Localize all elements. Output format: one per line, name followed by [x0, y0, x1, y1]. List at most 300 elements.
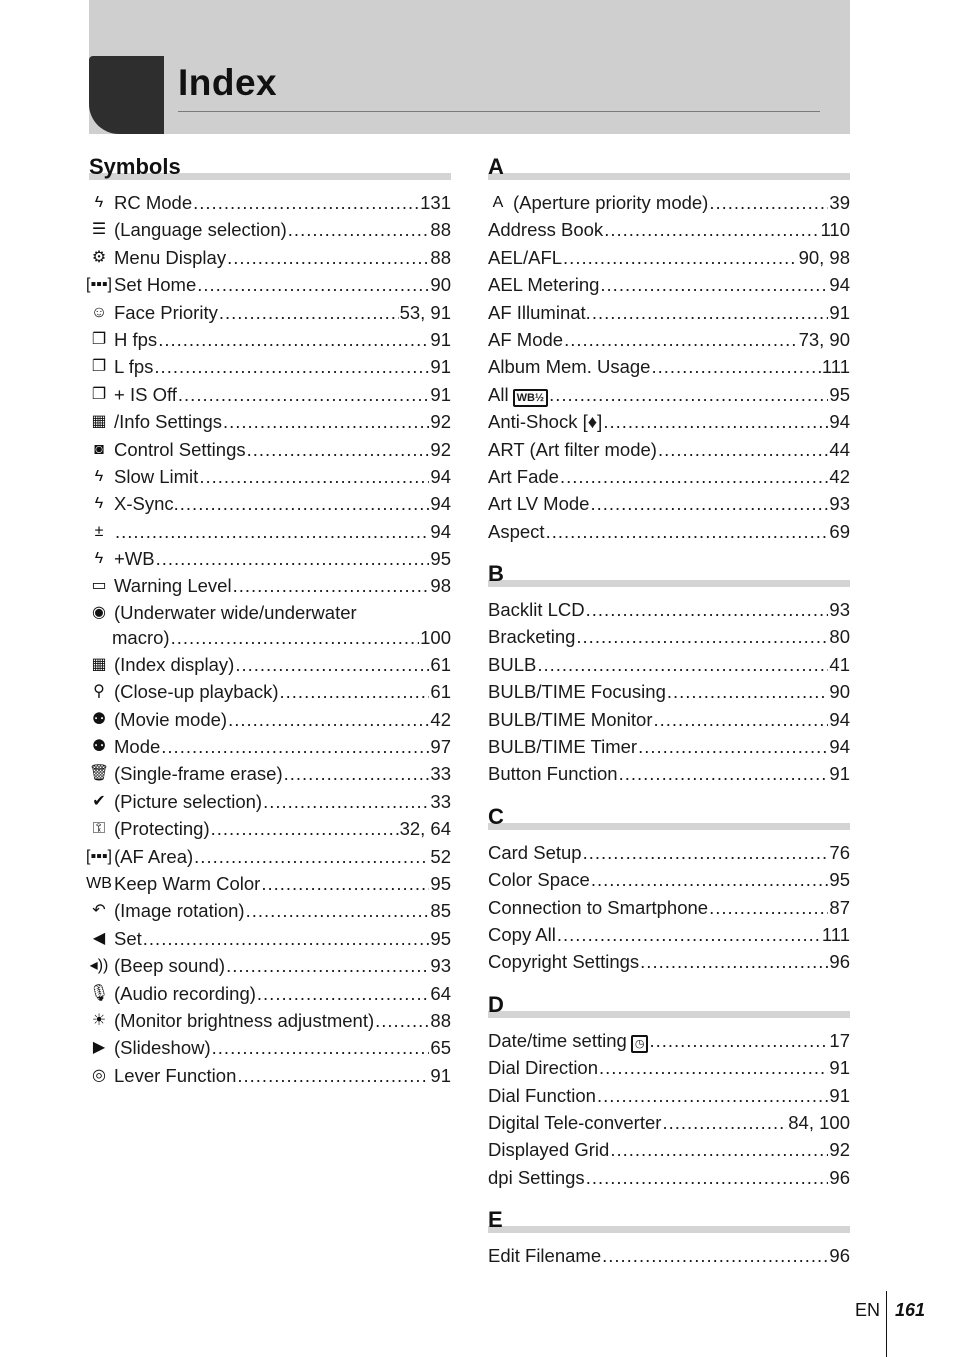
dot-leader	[651, 353, 820, 380]
movie-icon: ⚉	[91, 710, 107, 728]
entry-page: 90, 98	[798, 246, 850, 268]
index-entry	[89, 733, 451, 760]
index-entry	[86, 870, 451, 897]
entry-line	[89, 625, 451, 651]
dot-leader	[599, 1054, 828, 1081]
entry-label: BULB/TIME Focusing	[488, 681, 666, 703]
entry-label: X-Sync.	[114, 493, 179, 515]
entry-page: 92	[430, 411, 451, 433]
section-gap	[488, 1191, 850, 1205]
entry-label: RC Mode	[114, 192, 193, 213]
key-icon: ⚿	[92, 820, 106, 838]
index-entry	[488, 299, 850, 326]
dot-leader	[586, 596, 829, 623]
monitor-brightness-icon: ☀	[91, 1011, 107, 1029]
magnify-icon: ⚲	[93, 683, 105, 701]
dot-leader	[563, 244, 798, 271]
wb-auto-icon: WB	[86, 874, 112, 892]
entry-page: 96	[829, 1166, 850, 1188]
dot-leader	[667, 678, 829, 705]
section-title: D	[488, 991, 504, 1017]
entry-page: 52	[430, 845, 451, 867]
section-title: A	[488, 154, 504, 179]
index-entry	[488, 921, 850, 948]
entry-page: 76	[829, 841, 850, 863]
footer-language: EN	[855, 1300, 881, 1320]
entry-page: 85	[430, 900, 451, 922]
index-info-icon: ▦	[91, 413, 107, 431]
index-entry	[488, 706, 850, 733]
dot-leader	[247, 436, 430, 463]
dot-leader	[375, 1007, 429, 1034]
section-title: Symbols	[89, 154, 181, 179]
dot-leader	[638, 733, 828, 760]
flash-wb-icon: ϟ	[94, 550, 104, 568]
entry-page: 111	[821, 923, 850, 945]
beep-icon: ◂))	[89, 957, 109, 975]
entry-label: Address Book	[488, 219, 604, 241]
dot-leader	[603, 408, 828, 435]
entry-label: Control Settings	[114, 438, 246, 460]
index-entry	[89, 545, 451, 572]
dot-leader	[219, 299, 399, 326]
language-selection-icon: ☰	[91, 221, 107, 239]
dot-leader	[640, 948, 828, 975]
dot-leader	[154, 353, 429, 380]
section-title: C	[488, 803, 504, 829]
entry-label: All	[488, 383, 509, 405]
dot-leader	[592, 299, 829, 326]
entry-label: Edit Filename	[488, 1245, 602, 1267]
page-number: 161	[895, 1300, 926, 1320]
face-priority-icon: ☺	[90, 303, 108, 321]
index-entry	[89, 788, 451, 815]
section-gap	[488, 976, 850, 990]
index-entry	[488, 1136, 850, 1163]
index-entry	[89, 326, 451, 353]
section-bar	[488, 580, 850, 587]
entry-page: 73, 90	[798, 328, 850, 350]
entry-page: 84, 100	[788, 1111, 850, 1133]
index-entry	[488, 733, 850, 760]
index-entry	[89, 490, 451, 517]
entry-page: 95	[829, 383, 850, 405]
index-entry	[89, 1007, 451, 1034]
entry-page: 33	[430, 763, 451, 785]
index-entry	[89, 518, 451, 545]
dot-leader	[161, 733, 429, 760]
lever-icon: ◎	[92, 1066, 106, 1084]
wb-badge-icon: WB½	[513, 389, 549, 407]
index-entry	[89, 925, 451, 952]
dot-leader	[654, 706, 829, 733]
sequential-high-icon: ❐	[91, 330, 107, 348]
entry-label: Face Priority	[114, 301, 218, 323]
entry-label: Displayed Grid	[488, 1139, 610, 1161]
section-gap	[488, 545, 850, 559]
entry-page: 95	[430, 548, 451, 570]
index-entry	[89, 381, 451, 408]
flash-icon: ϟ	[94, 467, 104, 485]
dot-leader	[211, 815, 399, 842]
index-entry	[89, 572, 451, 599]
entry-label: Bracketing	[488, 626, 576, 648]
entry-page: 94	[430, 465, 451, 487]
dot-leader	[226, 952, 429, 979]
section-title: E	[488, 1207, 503, 1233]
section-a	[488, 152, 850, 545]
entry-label: Slow Limit	[114, 465, 199, 487]
entry-page: 41	[829, 653, 850, 675]
symbols-list	[86, 189, 451, 1089]
index-entry	[488, 651, 850, 678]
index-entry	[488, 463, 850, 490]
entry-label: (Monitor brightness adjustment)	[114, 1009, 375, 1031]
entry-label: Copyright Settings	[488, 951, 640, 973]
entry-page: 92	[430, 438, 451, 460]
entry-label: Card Setup	[488, 841, 582, 863]
rotate-icon: ↶	[92, 902, 106, 920]
dot-leader	[237, 1062, 429, 1089]
entry-label: (Single-frame erase)	[114, 763, 283, 785]
dot-leader	[115, 518, 429, 545]
entry-page: 95	[430, 927, 451, 949]
dot-leader	[263, 788, 429, 815]
index-entry	[89, 408, 451, 435]
index-entry	[488, 381, 850, 408]
header-tab	[89, 56, 164, 134]
index-entry	[488, 1054, 850, 1081]
dot-leader	[600, 271, 828, 298]
dot-leader	[709, 894, 828, 921]
dot-leader	[178, 381, 430, 408]
entry-page: 95	[829, 869, 850, 891]
dot-leader	[284, 760, 430, 787]
dot-leader	[280, 678, 430, 705]
entry-page: 94	[829, 736, 850, 758]
dot-leader	[235, 651, 429, 678]
entry-page: 110	[820, 219, 850, 241]
footer-rule	[886, 1291, 887, 1357]
entry-label: Art Fade	[488, 465, 559, 487]
index-entry	[488, 1164, 850, 1191]
entry-label: (Language selection)	[114, 219, 287, 241]
index-entry	[488, 408, 850, 435]
entry-list	[488, 189, 850, 545]
index-entry	[86, 271, 451, 298]
entry-page: 92	[829, 1139, 850, 1161]
section-header	[488, 152, 850, 182]
entry-page: 88	[430, 219, 451, 241]
index-entry	[488, 1027, 850, 1054]
entry-label: Dial Function	[488, 1084, 596, 1106]
entry-page: 39	[829, 192, 850, 213]
entry-label: Menu Display	[114, 246, 227, 268]
entry-list	[488, 596, 850, 788]
left-column	[86, 152, 451, 1089]
dot-leader	[156, 545, 430, 572]
entry-label: Set	[114, 927, 142, 949]
entry-page: 93	[430, 955, 451, 977]
index-entry	[89, 244, 451, 271]
entry-page: 91	[829, 301, 850, 323]
entry-page: 44	[829, 438, 850, 460]
flash-compensation-icon: ±	[94, 522, 104, 540]
check-icon: ✔	[92, 792, 106, 810]
trash-icon: 🗑	[88, 765, 110, 783]
index-entry	[488, 353, 850, 380]
entry-label: (Audio recording)	[114, 982, 256, 1004]
dot-leader	[649, 1027, 828, 1054]
entry-label: macro)	[112, 626, 170, 648]
entry-label: (Slideshow)	[114, 1037, 211, 1059]
entry-page: 96	[829, 1245, 850, 1267]
entry-label: Dial Direction	[488, 1057, 599, 1079]
entry-label: Anti-Shock [♦]	[488, 411, 603, 433]
index-entry	[488, 596, 850, 623]
section-d	[488, 976, 850, 1191]
dot-leader	[576, 623, 828, 650]
entry-page: 94	[430, 493, 451, 515]
dot-leader	[233, 572, 430, 599]
entry-page: 91	[829, 763, 850, 785]
index-entry	[89, 189, 451, 216]
entry-page: 32, 64	[399, 818, 451, 840]
entry-page: 88	[430, 1009, 451, 1031]
section-e	[488, 1191, 850, 1269]
entry-page: 94	[829, 274, 850, 296]
sequential-low-icon: ❐	[91, 358, 107, 376]
entry-page: 98	[430, 575, 451, 597]
index-entry	[89, 436, 451, 463]
dot-leader	[246, 897, 430, 924]
entry-label: BULB	[488, 653, 537, 675]
dot-leader	[171, 625, 420, 651]
index-display-icon: ▦	[91, 655, 107, 673]
dot-leader	[560, 463, 828, 490]
entry-line	[89, 600, 451, 625]
dot-leader	[602, 1242, 828, 1269]
index-entry	[488, 326, 850, 353]
dot-leader	[564, 326, 798, 353]
index-entry	[488, 189, 850, 216]
index-entry	[89, 463, 451, 490]
entry-label: ART (Art filter mode)	[488, 438, 657, 460]
dot-leader	[586, 1164, 829, 1191]
index-entry	[89, 815, 451, 842]
dot-leader	[583, 839, 829, 866]
section-header	[488, 990, 850, 1020]
index-entry	[86, 843, 451, 870]
index-entry	[488, 866, 850, 893]
entry-label: /Info Settings	[114, 411, 222, 433]
sequential-is-icon: ❐	[91, 385, 107, 403]
entry-list	[488, 1242, 850, 1269]
index-entry	[488, 436, 850, 463]
entry-page: 94	[430, 520, 451, 542]
entry-page: 61	[430, 653, 451, 675]
entry-page: 91	[430, 383, 451, 405]
entry-page: 97	[430, 736, 451, 758]
index-entry	[89, 706, 451, 733]
entry-page: 93	[829, 493, 850, 515]
index-entry	[488, 518, 850, 545]
dot-leader	[261, 870, 429, 897]
dot-leader	[288, 216, 430, 243]
battery-icon: ▭	[91, 577, 107, 595]
entry-label: + IS Off	[114, 383, 177, 405]
entry-label: AEL Metering	[488, 274, 600, 296]
entry-page: 96	[829, 951, 850, 973]
index-entry	[89, 1062, 451, 1089]
entry-page: 65	[430, 1037, 451, 1059]
index-entry	[89, 980, 451, 1007]
entry-page: 53, 91	[399, 301, 451, 323]
entry-label: (Picture selection)	[114, 790, 263, 812]
index-entry	[488, 678, 850, 705]
entry-label: Album Mem. Usage	[488, 356, 651, 378]
entry-label: BULB/TIME Timer	[488, 736, 638, 758]
entry-label: Backlit LCD	[488, 599, 585, 621]
dot-leader	[557, 921, 821, 948]
entry-page: 111	[821, 356, 850, 378]
index-entry	[488, 1242, 850, 1269]
dot-leader	[619, 760, 829, 787]
entry-label: BULB/TIME Monitor	[488, 708, 653, 730]
flash-icon: ϟ	[94, 495, 104, 513]
index-entry	[488, 244, 850, 271]
entry-label: (Beep sound)	[114, 955, 226, 977]
dot-leader	[604, 216, 819, 243]
index-entry	[89, 897, 451, 924]
entry-page: 95	[430, 872, 451, 894]
entry-page: 91	[829, 1084, 850, 1106]
entry-page: 80	[829, 626, 850, 648]
index-entry	[89, 353, 451, 380]
entry-label: Set Home	[114, 274, 197, 296]
index-entry	[488, 490, 850, 517]
dot-leader	[194, 843, 429, 870]
section-header	[89, 152, 451, 182]
dot-leader	[597, 1082, 828, 1109]
entry-label: AF Illuminat.	[488, 301, 591, 323]
index-entry	[488, 894, 850, 921]
clock-icon: ◷	[631, 1035, 649, 1053]
dot-leader	[549, 381, 828, 408]
index-entry	[488, 271, 850, 298]
entry-label: (Underwater wide/underwater	[114, 601, 357, 623]
dot-leader	[590, 490, 828, 517]
entry-label: Warning Level	[114, 575, 232, 597]
index-entry	[488, 948, 850, 975]
entry-label: L fps	[114, 356, 154, 378]
entry-page: 94	[829, 411, 850, 433]
entry-page: 87	[829, 896, 850, 918]
entry-label: Art LV Mode	[488, 493, 590, 515]
entry-page: 131	[420, 192, 451, 213]
section-b	[488, 545, 850, 788]
entry-label: (AF Area)	[114, 845, 194, 867]
section-symbols	[86, 152, 451, 1089]
index-entry	[488, 216, 850, 243]
entry-page: 88	[430, 246, 451, 268]
entry-page: 17	[829, 1029, 850, 1051]
index-entry	[89, 760, 451, 787]
entry-label: (Close-up playback)	[114, 681, 279, 703]
dot-leader	[546, 518, 829, 545]
entry-page: 91	[430, 328, 451, 350]
entry-label: Keep Warm Color	[114, 872, 261, 894]
entry-page: 90	[430, 274, 451, 296]
aperture-mode-icon: A	[492, 193, 504, 211]
section-gap	[488, 788, 850, 802]
index-entry	[488, 760, 850, 787]
entry-page: 61	[430, 681, 451, 703]
dot-leader	[537, 651, 828, 678]
entry-label: Mode	[114, 736, 161, 758]
entry-label: (Index display)	[114, 653, 235, 675]
entry-label: (Movie mode)	[114, 708, 228, 730]
entry-label: Digital Tele-converter	[488, 1111, 662, 1133]
dot-leader	[143, 925, 430, 952]
entry-label: AF Mode	[488, 328, 564, 350]
entry-page: 64	[430, 982, 451, 1004]
dot-leader	[709, 189, 828, 216]
entry-label: Date/time setting	[488, 1029, 627, 1051]
header-rule	[178, 111, 820, 112]
index-entry	[89, 1034, 451, 1061]
dial-set-icon: ◀	[92, 929, 106, 947]
index-entry	[488, 1109, 850, 1136]
slideshow-icon: ▶	[92, 1039, 106, 1057]
entry-label: +WB	[114, 548, 155, 570]
section-header	[488, 802, 850, 832]
entry-label: H fps	[114, 328, 158, 350]
section-bar	[488, 173, 850, 180]
index-entry	[89, 600, 451, 651]
entry-page: 90	[829, 681, 850, 703]
entry-label: (Image rotation)	[114, 900, 245, 922]
dot-leader	[199, 463, 429, 490]
index-entry	[488, 623, 850, 650]
section-bar	[488, 823, 850, 830]
entry-label: Color Space	[488, 869, 590, 891]
dot-leader	[212, 1034, 430, 1061]
entry-page: 91	[430, 356, 451, 378]
right-column	[488, 152, 850, 1270]
entry-page: 91	[829, 1057, 850, 1079]
entry-label: AEL/AFL	[488, 246, 563, 268]
page-title: Index	[178, 62, 278, 103]
entry-page: 42	[430, 708, 451, 730]
movie-icon: ⚉	[91, 738, 107, 756]
entry-page: 91	[430, 1064, 451, 1086]
index-entry	[488, 839, 850, 866]
dot-leader	[658, 436, 828, 463]
dot-leader	[228, 706, 429, 733]
section-title: B	[488, 561, 504, 587]
entry-page: 33	[430, 790, 451, 812]
entry-label: (Protecting)	[114, 818, 210, 840]
index-entry	[89, 651, 451, 678]
index-entry	[89, 952, 451, 979]
section-bar	[488, 1011, 850, 1018]
entry-label: (Aperture priority mode)	[513, 192, 709, 213]
entry-list	[488, 1027, 850, 1191]
entry-label: dpi Settings	[488, 1166, 585, 1188]
section-c	[488, 788, 850, 976]
entry-label: Lever Function	[114, 1064, 237, 1086]
